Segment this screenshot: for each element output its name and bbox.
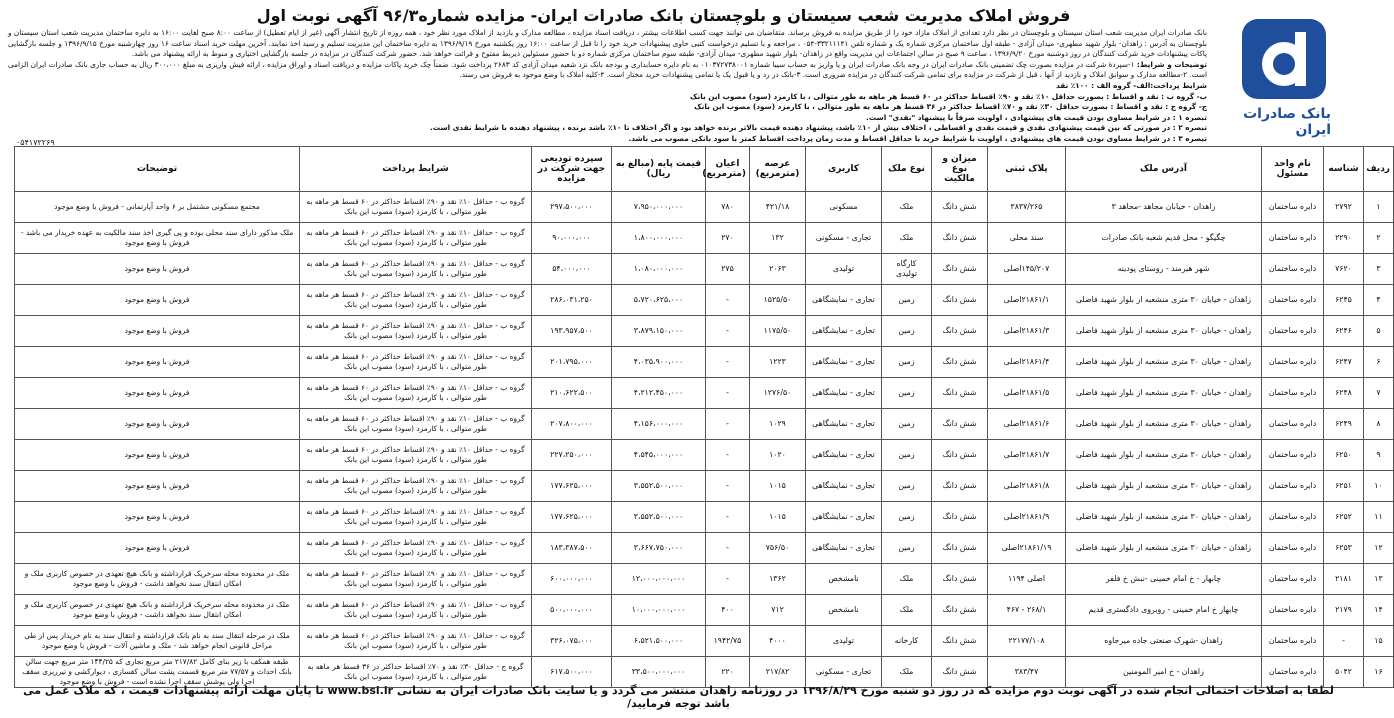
- building-area: -: [706, 564, 750, 595]
- property-address: زاهدان - خیابان ۳۰ متری منشعبه از بلوار شهید فاضلی: [1066, 409, 1262, 440]
- property-type: زمین: [882, 378, 932, 409]
- row-number: ۱۱: [1364, 502, 1394, 533]
- row-number: ۳: [1364, 254, 1394, 285]
- table-row: [15, 192, 1394, 223]
- payment-terms: گروه ب - حداقل ۱۰٪ نقد و ۹۰٪ اقساط حداکثر در ۶۰ قسط هر ماهه به طور متوالی ، با کارمزد (سود) مصوب این بانک: [300, 223, 532, 254]
- description: فروش با وضع موجود: [15, 440, 300, 471]
- column-header: میزان و نوع مالکیت: [932, 147, 988, 192]
- property-type: ملک: [882, 223, 932, 254]
- property-id: ۲۲۹۰: [1324, 223, 1364, 254]
- property-id: ۲۷۹۲: [1324, 192, 1364, 223]
- property-type: زمین: [882, 347, 932, 378]
- row-number: ۱۵: [1364, 626, 1394, 657]
- registry-plate: ۲۱۸۶۱/۶اصلی: [988, 409, 1066, 440]
- note-2: تبصره ۲ : در صورتی که بین قیمت پیشنهادی نقدی و قیمت نقدی و اقساطی ، اختلاف بیش از ۱۰٪ باشد، پیشنهاد دهنده قیمت بالاتر برنده خواهد بود و اگر اختلاف تا ۱۰٪ باشد برنده ، پیشنهاد دهنده با شرایط نقدی است.: [429, 123, 1207, 133]
- row-number: ۴: [1364, 285, 1394, 316]
- ownership: شش دانگ: [932, 564, 988, 595]
- registry-plate: ۲۶۸/۱ - ۴۶۷: [988, 595, 1066, 626]
- base-price: ۶،۵۲۱،۵۰۰،۰۰۰: [612, 626, 706, 657]
- payment-terms-label: شرایط پرداخت:: [1150, 80, 1207, 90]
- responsible-unit: دایره ساختمان: [1262, 533, 1324, 564]
- ownership: شش دانگ: [932, 223, 988, 254]
- column-header: نام واحد مسئول: [1262, 147, 1324, 192]
- land-area: ۲۰۶۳: [750, 254, 806, 285]
- deposit: ۳۲۶،۰۷۵،۰۰۰: [532, 626, 612, 657]
- property-address: زاهدان - خیابان ۳۰ متری منشعبه از بلوار شهید فاضلی: [1066, 347, 1262, 378]
- land-area: ۴۰۰۰: [750, 626, 806, 657]
- deposit: ۱۹۳،۹۵۷،۵۰۰: [532, 316, 612, 347]
- table-row: [15, 657, 1394, 688]
- building-area: ۲۷۵: [706, 254, 750, 285]
- property-type: کارخانه: [882, 626, 932, 657]
- description: فروش با وضع موجود: [15, 533, 300, 564]
- land-area: ۱۱۷۵/۵۰: [750, 316, 806, 347]
- property-address: زاهدان - خ امیر المومنین: [1066, 657, 1262, 688]
- row-number: ۱: [1364, 192, 1394, 223]
- usage: تجاری - مسکونی: [806, 223, 882, 254]
- description: ملک در مرحله انتقال سند به نام بانک قرارداشته و انتقال سند به نام خریدار پس از طی مراحل قانونی انجام خواهد شد - ملک و ماشین آلات - فروش با وضع موجود: [15, 626, 300, 657]
- row-number: ۱۳: [1364, 564, 1394, 595]
- registry-plate: اصلی ۱۱۹۴: [988, 564, 1066, 595]
- building-area: -: [706, 502, 750, 533]
- base-price: ۱،۸۰۰،۰۰۰،۰۰۰: [612, 223, 706, 254]
- usage: تجاری - نمایشگاهی: [806, 316, 882, 347]
- registry-plate: ۲۱۸۶۱/۹اصلی: [988, 502, 1066, 533]
- deposit: ۲۱۰،۶۲۲،۵۰۰: [532, 378, 612, 409]
- usage: تجاری - نمایشگاهی: [806, 502, 882, 533]
- registry-plate: ۲۱۸۶۱/۳اصلی: [988, 316, 1066, 347]
- row-number: ۱۶: [1364, 657, 1394, 688]
- column-header: توضیحات: [15, 147, 300, 192]
- land-area: ۱۲۲۳: [750, 347, 806, 378]
- land-area: ۱۵۲۵/۵۰: [750, 285, 806, 316]
- payment-terms: گروه ب - حداقل ۱۰٪ نقد و ۹۰٪ اقساط حداکثر در ۶۰ قسط هر ماهه به طور متوالی ، با کارمزد (سود) مصوب این بانک: [300, 285, 532, 316]
- usage: تجاری - نمایشگاهی: [806, 471, 882, 502]
- responsible-unit: دایره ساختمان: [1262, 409, 1324, 440]
- payment-terms: گروه ب - حداقل ۱۰٪ نقد و ۹۰٪ اقساط حداکثر در ۶۰ قسط هر ماهه به طور متوالی ، با کارمزد (سود) مصوب این بانک: [300, 533, 532, 564]
- deposit: ۹۰،۰۰۰،۰۰۰: [532, 223, 612, 254]
- properties-table: [14, 146, 1394, 688]
- property-id: ۶۲۵۲: [1324, 502, 1364, 533]
- table-row: [15, 502, 1394, 533]
- column-header: آدرس ملک: [1066, 147, 1262, 192]
- property-address: زاهدان - خیابان ۳۰ متری منشعبه از بلوار شهید فاضلی: [1066, 471, 1262, 502]
- description: فروش با وضع موجود: [15, 409, 300, 440]
- description: فروش با وضع موجود: [15, 471, 300, 502]
- responsible-unit: دایره ساختمان: [1262, 254, 1324, 285]
- ownership: شش دانگ: [932, 595, 988, 626]
- land-area: ۷۱۲: [750, 595, 806, 626]
- deposit: ۲۰۱،۷۹۵،۰۰۰: [532, 347, 612, 378]
- property-id: ۶۲۴۶: [1324, 316, 1364, 347]
- base-price: ۱۰،۰۰۰،۰۰۰،۰۰۰: [612, 595, 706, 626]
- description: ملک مذکور دارای سند محلی بوده و پی گیری اخذ سند مالکیت به عهده خریدار می باشد - فروش با وضع موجود: [15, 223, 300, 254]
- ownership: شش دانگ: [932, 316, 988, 347]
- base-price: ۵،۷۲۰،۶۲۵،۰۰۰: [612, 285, 706, 316]
- table-row: [15, 533, 1394, 564]
- base-price: ۴،۰۳۵،۹۰۰،۰۰۰: [612, 347, 706, 378]
- responsible-unit: دایره ساختمان: [1262, 192, 1324, 223]
- deposit: ۲۲۷،۲۵۰،۰۰۰: [532, 440, 612, 471]
- land-area: ۷۵۶/۵۰: [750, 533, 806, 564]
- deposit: ۵۰۰،۰۰۰،۰۰۰: [532, 595, 612, 626]
- land-area: ۱۰۱۵: [750, 471, 806, 502]
- bank-name: بانک صادرات ایران: [1243, 106, 1331, 138]
- description: فروش با وضع موجود: [15, 254, 300, 285]
- ownership: شش دانگ: [932, 502, 988, 533]
- page-title: فروش املاک مدیریت شعب سیستان و بلوچستان بانک صادرات ایران- مزایده شماره۹۶/۳ آگهی نوبت اول: [256, 6, 1071, 25]
- ownership: شش دانگ: [932, 347, 988, 378]
- column-header: کاربری: [806, 147, 882, 192]
- column-header: شناسه: [1324, 147, 1364, 192]
- note-1: تبصره ۱ : در شرایط مساوی بودن قیمت های پیشنهادی ، اولویت صرفاً با پیشنهاد "نقدی" است.: [866, 112, 1207, 122]
- property-id: ۶۲۵۰: [1324, 440, 1364, 471]
- payment-terms-paragraph: [8, 81, 1207, 92]
- base-price: ۷،۹۵۰،۰۰۰،۰۰۰: [612, 192, 706, 223]
- land-area: ۱۳۶۲: [750, 564, 806, 595]
- table-row: [15, 440, 1394, 471]
- description: فروش با وضع موجود: [15, 285, 300, 316]
- property-address: زاهدان - خیابان ۳۰ متری منشعبه از بلوار شهید فاضلی: [1066, 533, 1262, 564]
- row-number: ۹: [1364, 440, 1394, 471]
- building-area: ۷۸۰: [706, 192, 750, 223]
- description: فروش با وضع موجود: [15, 347, 300, 378]
- property-type: ملک: [882, 564, 932, 595]
- payment-terms: گروه ب - حداقل ۱۰٪ نقد و ۹۰٪ اقساط حداکثر در ۶۰ قسط هر ماهه به طور متوالی ، با کارمزد (سود) مصوب این بانک: [300, 471, 532, 502]
- registry-plate: ۲۱۸۶۱/۴اصلی: [988, 347, 1066, 378]
- column-header: نوع ملک: [882, 147, 932, 192]
- property-type: زمین: [882, 316, 932, 347]
- row-number: ۶: [1364, 347, 1394, 378]
- property-address: چگیگو - محل قدیم شعبه بانک صادرات: [1066, 223, 1262, 254]
- table-row: [15, 595, 1394, 626]
- payment-terms: گروه ب - حداقل ۱۰٪ نقد و ۹۰٪ اقساط حداکثر در ۶۰ قسط هر ماهه به طور متوالی ، با کارمزد (سود) مصوب این بانک: [300, 595, 532, 626]
- table-header-row: [15, 147, 1394, 192]
- building-area: -: [706, 409, 750, 440]
- table-row: [15, 409, 1394, 440]
- property-id: ۶۲۴۹: [1324, 409, 1364, 440]
- registry-plate: سند محلی: [988, 223, 1066, 254]
- usage: تجاری - نمایشگاهی: [806, 285, 882, 316]
- building-area: ۲۲۰: [706, 657, 750, 688]
- property-id: ۶۲۴۵: [1324, 285, 1364, 316]
- payment-terms: گروه ب - حداقل ۱۰٪ نقد و ۹۰٪ اقساط حداکثر در ۶۰ قسط هر ماهه به طور متوالی ، با کارمزد (سود) مصوب این بانک: [300, 316, 532, 347]
- table-row: [15, 564, 1394, 595]
- property-type: ملک: [882, 657, 932, 688]
- row-number: ۱۰: [1364, 471, 1394, 502]
- ownership: شش دانگ: [932, 285, 988, 316]
- registry-plate: ۲۱۸۶۱/۸اصلی: [988, 471, 1066, 502]
- property-address: زاهدان - خیابان ۳۰ متری منشعبه از بلوار شهید فاضلی: [1066, 502, 1262, 533]
- usage: تولیدی: [806, 254, 882, 285]
- description: فروش با وضع موجود: [15, 502, 300, 533]
- building-area: -: [706, 378, 750, 409]
- building-area: -: [706, 285, 750, 316]
- column-header: اعیان (مترمربع): [706, 147, 750, 192]
- payment-terms: گروه ب - حداقل ۱۰٪ نقد و ۹۰٪ اقساط حداکثر در ۶۰ قسط هر ماهه به طور متوالی ، با کارمزد (سود) مصوب این بانک: [300, 502, 532, 533]
- property-id: ۶۲۵۳: [1324, 533, 1364, 564]
- intro-text: [8, 28, 1207, 145]
- land-area: ۴۲۱/۱۸: [750, 192, 806, 223]
- land-area: ۱۲۷۶/۵۰: [750, 378, 806, 409]
- table-row: [15, 471, 1394, 502]
- registry-plate: ۲۱۸۶۱/۷اصلی: [988, 440, 1066, 471]
- table-row: [15, 626, 1394, 657]
- column-header: شرایط پرداخت: [300, 147, 532, 192]
- building-area: -: [706, 533, 750, 564]
- property-type: زمین: [882, 440, 932, 471]
- property-type: زمین: [882, 533, 932, 564]
- property-type: ملک: [882, 192, 932, 223]
- property-type: زمین: [882, 409, 932, 440]
- land-area: ۱۰۱۵: [750, 502, 806, 533]
- conditions-text: ۱-سپردۀ شرکت در مزایده بصورت چک تضمینی بانک صادرات ایران در وجه بانک صادرات ایران و یا واریز به حساب سیبا شماره ۰۱۰۳۷۲۷۳۸۰۰۱ به نام دایره حسابداری و بودجه بانک نزد شعبه میدان آزادی کد ۲۶۸۳ پرداخت شود. ضمناً چک خرید پاکات مزایده و دریافت اسناد و اوراق مزایده ، ارائه فیش واریزی به مبلغ ۳۰۰،۰۰۰ ریال به حساب جاری بانک صادرات ایران الزامی است. ۲-مطالعه مدارک و سوابق املاک و بازدید از آنها ، قبل از شرکت در مزایده برای تمامی شرکت کنندگان در مزایده ضروری است. ۳-بانک در رد و یا قبول یک یا تمامی پیشنهادات خرید مختار است. ۴-کلیه املاک با وضع موجود به فروش می رسند.: [8, 59, 1207, 80]
- column-header: سپرده تودیعی جهت شرکت در مزایده: [532, 147, 612, 192]
- registry-plate: ۳۸۳۷/۲۶۵: [988, 192, 1066, 223]
- property-address: زاهدان - خیابان ۳۰ متری منشعبه از بلوار شهید فاضلی: [1066, 440, 1262, 471]
- base-price: ۳،۵۵۲،۵۰۰،۰۰۰: [612, 502, 706, 533]
- property-address: چابهار خ امام خمینی - روبروی دادگستری قدیم: [1066, 595, 1262, 626]
- description: فروش با وضع موجود: [15, 378, 300, 409]
- table-row: [15, 223, 1394, 254]
- payment-terms: گروه ب - حداقل ۱۰٪ نقد و ۹۰٪ اقساط حداکثر در ۶۰ قسط هر ماهه به طور متوالی ، با کارمزد (سود) مصوب این بانک: [300, 192, 532, 223]
- deposit: ۱۸۳،۳۸۷،۵۰۰: [532, 533, 612, 564]
- property-id: ۷۶۲۰: [1324, 254, 1364, 285]
- row-number: ۲: [1364, 223, 1394, 254]
- responsible-unit: دایره ساختمان: [1262, 502, 1324, 533]
- payment-group-b: ب- گروه ب : نقد و اقساط : بصورت حداقل ۱۰٪ نقد و ۹۰٪ اقساط حداکثر در ۶۰ قسط هر ماهه به طور متوالی ، با کارمزد (سود) مصوب این بانک: [690, 91, 1207, 101]
- payment-group-a: الف- گروه الف : ۱۰۰٪ نقد: [1056, 80, 1151, 90]
- responsible-unit: دایره ساختمان: [1262, 657, 1324, 688]
- base-price: ۴،۵۴۵،۰۰۰،۰۰۰: [612, 440, 706, 471]
- registry-plate: ۲۱۸۶۱/۱اصلی: [988, 285, 1066, 316]
- deposit: ۶۰۰،۰۰۰،۰۰۰: [532, 564, 612, 595]
- base-price: ۱،۰۸۰،۰۰۰،۰۰۰: [612, 254, 706, 285]
- usage: نامشخص: [806, 564, 882, 595]
- deposit: ۵۴،۰۰۰،۰۰۰: [532, 254, 612, 285]
- footer-note: لطفا به اصلاحات احتمالی انجام شده در آگهی نوبت دوم مزایده که در روز دو شنبه مورخ ۱۳۹۶/۸/۲۹ در روزنامه زاهدان منتشر می گردد و یا سایت بانک صادرات ایران به نشانی www.bsi.ir تا پایان مهلت ارائه پیشنهادات قیمت ، که ملاک عمل می باشد توجه فرمایید/: [23, 684, 1334, 710]
- building-area: ۴۰۰: [706, 595, 750, 626]
- base-price: ۴،۲۱۲،۴۵۰،۰۰۰: [612, 378, 706, 409]
- building-area: -: [706, 316, 750, 347]
- base-price: ۳،۸۷۹،۱۵۰،۰۰۰: [612, 316, 706, 347]
- property-type: زمین: [882, 285, 932, 316]
- building-area: -: [706, 440, 750, 471]
- note-3: تبصره ۳ : در شرایط مساوی بودن قیمت های پیشنهادی ، اولویت با شرایط خرید با حداقل اقساط و مدت زمان پرداخت اقساط کمتر با سود بانکی مصوب می باشد.: [628, 133, 1207, 143]
- property-address: زاهدان - خیابان ۳۰ متری منشعبه از بلوار شهید فاضلی: [1066, 316, 1262, 347]
- registry-plate: ۳۸۳/۴۷: [988, 657, 1066, 688]
- ownership: شش دانگ: [932, 192, 988, 223]
- property-id: ۶۲۴۸: [1324, 378, 1364, 409]
- property-address: زاهدان - خیابان مجاهد -مجاهد ۳: [1066, 192, 1262, 223]
- column-header: عرصه (مترمربع): [750, 147, 806, 192]
- phone-number: ۰۵۴۱۷۲۲۶۹: [16, 138, 55, 147]
- property-id: -: [1324, 626, 1364, 657]
- property-address: چابهار - خ امام خمینی -نبش خ فلفر: [1066, 564, 1262, 595]
- deposit: ۲۰۷،۸۰۰،۰۰۰: [532, 409, 612, 440]
- column-header: پلاک ثبتی: [988, 147, 1066, 192]
- payment-terms: گروه ب - حداقل ۱۰٪ نقد و ۹۰٪ اقساط حداکثر در ۶۰ قسط هر ماهه به طور متوالی ، با کارمزد (سود) مصوب این بانک: [300, 409, 532, 440]
- deposit: ۱۷۷،۶۲۵،۰۰۰: [532, 502, 612, 533]
- registry-plate: ۲۱۸۶۱/۱۹اصلی: [988, 533, 1066, 564]
- property-id: ۶۲۵۱: [1324, 471, 1364, 502]
- property-id: ۲۱۷۹: [1324, 595, 1364, 626]
- payment-terms: گروه ب - حداقل ۱۰٪ نقد و ۹۰٪ اقساط حداکثر در ۶۰ قسط هر ماهه به طور متوالی ، با کارمزد (سود) مصوب این بانک: [300, 254, 532, 285]
- description: ملک در محدوده محله سرخریک قرارداشته و بانک هیچ تعهدی در خصوص کاربری ملک و امکان انتقال سند نخواهد داشت - فروش با وضع موجود: [15, 595, 300, 626]
- property-address: شهر هیرمند - روستای پودینه: [1066, 254, 1262, 285]
- responsible-unit: دایره ساختمان: [1262, 564, 1324, 595]
- property-id: ۶۲۴۷: [1324, 347, 1364, 378]
- property-type: زمین: [882, 471, 932, 502]
- row-number: ۸: [1364, 409, 1394, 440]
- responsible-unit: دایره ساختمان: [1262, 316, 1324, 347]
- payment-terms: گروه ب - حداقل ۱۰٪ نقد و ۹۰٪ اقساط حداکثر در ۶۰ قسط هر ماهه به طور متوالی ، با کارمزد (سود) مصوب این بانک: [300, 347, 532, 378]
- usage: نامشخص: [806, 595, 882, 626]
- property-address: زاهدان -شهرک صنعتی جاده میرجاوه: [1066, 626, 1262, 657]
- base-price: ۳،۵۵۲،۵۰۰،۰۰۰: [612, 471, 706, 502]
- description: ملک در محدوده محله سرخریک قرارداشته و بانک هیچ تعهدی در خصوص کاربری ملک و امکان انتقال سند نخواهد داشت - فروش با وضع موجود: [15, 564, 300, 595]
- payment-terms: گروه ب - حداقل ۱۰٪ نقد و ۹۰٪ اقساط حداکثر در ۶۰ قسط هر ماهه به طور متوالی ، با کارمزد (سود) مصوب این بانک: [300, 564, 532, 595]
- ownership: شش دانگ: [932, 533, 988, 564]
- registry-plate: ۲۱۸۶۱/۵اصلی: [988, 378, 1066, 409]
- usage: تولیدی: [806, 626, 882, 657]
- ownership: شش دانگ: [932, 657, 988, 688]
- property-address: زاهدان - خیابان ۳۰ متری منشعبه از بلوار شهید فاضلی: [1066, 378, 1262, 409]
- conditions-label: توضیحات و شرایط:: [1136, 59, 1207, 69]
- deposit: ۶۱۷،۵۰۰،۰۰۰: [532, 657, 612, 688]
- property-type: زمین: [882, 502, 932, 533]
- table-row: [15, 316, 1394, 347]
- property-type: ملک: [882, 595, 932, 626]
- land-area: ۲۱۷/۸۲: [750, 657, 806, 688]
- responsible-unit: دایره ساختمان: [1262, 347, 1324, 378]
- ownership: شش دانگ: [932, 626, 988, 657]
- building-area: -: [706, 347, 750, 378]
- table-row: [15, 347, 1394, 378]
- responsible-unit: دایره ساختمان: [1262, 285, 1324, 316]
- registry-plate: ۲۲۱۷۷/۱۰۸: [988, 626, 1066, 657]
- usage: مسکونی: [806, 192, 882, 223]
- description: طبقه همکف با زیر بنای کامل ۲۱۷/۸۲ متر مربع تجاری که ۱۴۴/۲۵ متر مربع جهت سالن بانک احداث و ۷۷/۵۷ متر مربع قسمت پشت سالن کفسازی ، دیوارکشی و تیرریزی سقف اجرا ولی پوشش سقف اجرا نشده است - فروش با وضع موجود: [15, 657, 300, 688]
- ownership: شش دانگ: [932, 378, 988, 409]
- usage: تجاری - مسکونی: [806, 657, 882, 688]
- usage: تجاری - نمایشگاهی: [806, 347, 882, 378]
- property-address: زاهدان - خیابان ۳۰ متری منشعبه از بلوار شهید فاضلی: [1066, 285, 1262, 316]
- payment-terms: گروه ب - حداقل ۱۰٪ نقد و ۹۰٪ اقساط حداکثر در ۶۰ قسط هر ماهه به طور متوالی ، با کارمزد (سود) مصوب این بانک: [300, 440, 532, 471]
- column-header: قیمت پایه (مبالغ به ریال): [612, 147, 706, 192]
- responsible-unit: دایره ساختمان: [1262, 626, 1324, 657]
- deposit: ۲۹۷،۵۰۰،۰۰۰: [532, 192, 612, 223]
- ownership: شش دانگ: [932, 409, 988, 440]
- ownership: شش دانگ: [932, 254, 988, 285]
- base-price: ۴،۱۵۶،۰۰۰،۰۰۰: [612, 409, 706, 440]
- usage: تجاری - نمایشگاهی: [806, 440, 882, 471]
- row-number: ۱۴: [1364, 595, 1394, 626]
- base-price: ۳،۶۶۷،۷۵۰،۰۰۰: [612, 533, 706, 564]
- table-row: [15, 378, 1394, 409]
- base-price: ۳۳،۵۰۰،۰۰۰،۰۰۰: [612, 657, 706, 688]
- property-id: ۵۰۴۲: [1324, 657, 1364, 688]
- usage: تجاری - نمایشگاهی: [806, 533, 882, 564]
- payment-terms: گروه ج - حداقل ۳۰٪ نقد و ۷۰٪ اقساط حداکثر در ۳۶ قسط هر ماهه به طور متوالی ، با کارمزد (سود) مصوب این بانک: [300, 657, 532, 688]
- bank-logo-icon: [1234, 14, 1334, 104]
- responsible-unit: دایره ساختمان: [1262, 223, 1324, 254]
- payment-group-c: ج- گروه ج : نقد و اقساط : بصورت حداقل ۳۰٪ نقد و ۷۰٪ اقساط حداکثر در ۳۶ قسط هر ماهه به طور متوالی ، با کارمزد (سود) مصوب این بانک: [694, 102, 1207, 112]
- land-area: ۱۳۲: [750, 223, 806, 254]
- base-price: ۱۲،۰۰۰،۰۰۰،۰۰۰: [612, 564, 706, 595]
- usage: تجاری - نمایشگاهی: [806, 409, 882, 440]
- land-area: ۱۰۲۹: [750, 409, 806, 440]
- column-header: ردیف: [1364, 147, 1394, 192]
- building-area: ۲۷۰: [706, 223, 750, 254]
- deposit: ۱۷۷،۶۲۵،۰۰۰: [532, 471, 612, 502]
- responsible-unit: دایره ساختمان: [1262, 378, 1324, 409]
- intro-paragraph: بانک صادرات ایران مدیریت شعب استان سیستان و بلوچستان در نظر دارد تعدادی از املاک مازاد خود را از طریق مزایده به فروش برساند. متقاضیان می توانند جهت کسب اطلاعات بیشتر ، دریافت اسناد مزایده ، مطالعه مدارک و بازدید از املاک مورد نظر خود ، همه روزه از تاریخ انتشار آگهی (غیر از ایام تعطیل) از ساعت ۸:۰۰ صبح لغایت ۱۶:۰۰ به دایره ساختمان مدیریت شعب استان سیستان و بلوچستان به آدرس : زاهدان- بلوار شهید مطهری- میدان آزادی - طبقه اول ساختمان مرکزی شماره یک و شماره تلفن ۳۳۲۱۱۱۴۱-۰۵۴ ، مراجعه و با تسلیم درخواست کتبی حاوی پیشنهادات خرید خود را تا قبل از ساعت ۱۶:۰۰ روز یکشنبه مورخ ۱۳۹۶/۹/۱۹ به دایره ساختمان این مدیریت تسلیم و رسید اخذ نمایند. آخرین مهلت خرید اسناد ساعت ۱۶ روز چهارشنبه مورخ ۱۳۹۶/۹/۱۵ و جلسه بازگشایی پاکات پیشنهادات خرید شرکت کنندگان در روز دوشنبه مورخ ۱۳۹۶/۹/۲۰ ، ساعت ۹ صبح در سالن اجتماعات این مدیریت واقع در زاهدان- بلوار شهید مطهری- میدان آزادی- طبقه سوم ساختمان مرکزی شماره دو با حضور مسئولین ذیربط مفتوح و قرائت خواهد شد. حضور شرکت کنندگان در مزایده در جلسه بازگشایی اختیاری و منوط به ارائه پیشنهاد می باشد.: [8, 28, 1208, 59]
- conditions-paragraph: [8, 60, 1207, 81]
- building-area: ۱۹۴۲/۷۵: [706, 626, 750, 657]
- deposit: ۲۸۶،۰۳۱،۲۵۰: [532, 285, 612, 316]
- description: فروش با وضع موجود: [15, 316, 300, 347]
- usage: تجاری - نمایشگاهی: [806, 378, 882, 409]
- ownership: شش دانگ: [932, 440, 988, 471]
- registry-plate: ۱۴۵/۲۰۷اصلی: [988, 254, 1066, 285]
- building-area: -: [706, 471, 750, 502]
- property-id: ۲۱۸۱: [1324, 564, 1364, 595]
- land-area: ۱۰۲۰: [750, 440, 806, 471]
- description: مجتمع مسکونی مشتمل بر ۶ واحد آپارتمانی - فروش با وضع موجود: [15, 192, 300, 223]
- row-number: ۷: [1364, 378, 1394, 409]
- responsible-unit: دایره ساختمان: [1262, 440, 1324, 471]
- payment-terms: گروه ب - حداقل ۱۰٪ نقد و ۹۰٪ اقساط حداکثر در ۶۰ قسط هر ماهه به طور متوالی ، با کارمزد (سود) مصوب این بانک: [300, 378, 532, 409]
- row-number: ۱۲: [1364, 533, 1394, 564]
- ownership: شش دانگ: [932, 471, 988, 502]
- bank-logo: [1219, 14, 1349, 138]
- responsible-unit: دایره ساختمان: [1262, 471, 1324, 502]
- property-type: کارگاه تولیدی: [882, 254, 932, 285]
- responsible-unit: دایره ساختمان: [1262, 595, 1324, 626]
- table-body: [15, 192, 1394, 688]
- table-row: [15, 254, 1394, 285]
- payment-terms: گروه ب - حداقل ۱۰٪ نقد و ۹۰٪ اقساط حداکثر در ۶۰ قسط هر ماهه به طور متوالی ، با کارمزد (سود) مصوب این بانک: [300, 626, 532, 657]
- row-number: ۵: [1364, 316, 1394, 347]
- table-row: [15, 285, 1394, 316]
